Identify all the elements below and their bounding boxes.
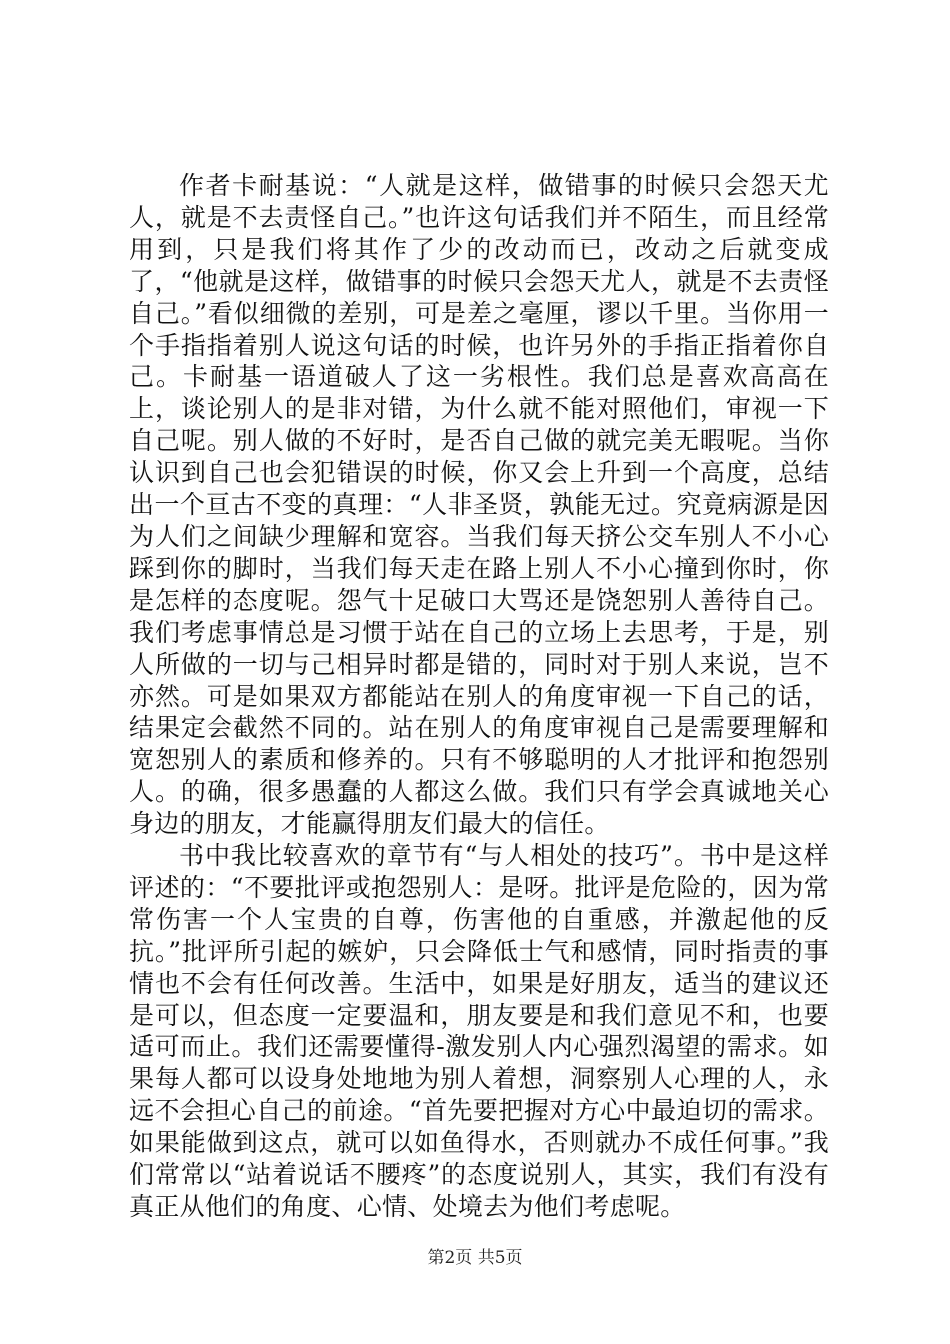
paragraph-2: 书中我比较喜欢的章节有“与人相处的技巧”。书中是这样评述的：“不要批评或抱怨别人：是呀。批评是危险的，因为常常伤害一个人宝贵的自尊，伤害他的自重感，并激起他的反抗。”批评所引起的嫉妒，只会降低士气和感情，同时指责的事情也不会有任何改善。生活中，如果是好朋友，适当的建议还是可以，但态度一定要温和，朋友要是和我们意见不和，也要适可而止。我们还需要懂得-激发别人内心强烈渴望的需求。如果每人都可以设身处地地为别人着想，洞察别人心理的人，永远不会担心自己的前途。“首先要把握对方心中最迫切的需求。如果能做到这点，就可以如鱼得水，否则就办不成任何事。”我们常常以“站着说话不腰疼”的态度说别人，其实，我们有没有真正从他们的角度、心情、处境去为他们考虑呢。 (129, 841, 829, 1221)
document-body (129, 170, 829, 1223)
paragraph-1: 作者卡耐基说：“人就是这样，做错事的时候只会怨天尤人，就是不去责怪自己。”也许这句话我们并不陌生，而且经常用到，只是我们将其作了少的改动而已，改动之后就变成了，“他就是这样，做错事的时候只会怨天尤人，就是不去责怪自己。”看似细微的差别，可是差之毫厘，谬以千里。当你用一个手指指着别人说这句话的时候，也许另外的手指正指着你自己。卡耐基一语道破人了这一劣根性。我们总是喜欢高高在上，谈论别人的是非对错，为什么就不能对照他们，审视一下自己呢。别人做的不好时，是否自己做的就完美无暇呢。当你认识到自己也会犯错误的时候，你又会上升到一个高度，总结出一个亘古不变的真理：“人非圣贤，孰能无过。究竟病源是因为人们之间缺少理解和宽容。当我们每天挤公交车别人不小心踩到你的脚时，当我们每天走在路上别人不小心撞到你时，你是怎样的态度呢。怨气十足破口大骂还是饶恕别人善待自己。我们考虑事情总是习惯于站在自己的立场上去思考，于是，别人所做的一切与己相异时都是错的，同时对于别人来说，岂不亦然。可是如果双方都能站在别人的角度审视一下自己的话，结果定会截然不同的。站在别人的角度审视自己是需要理解和宽恕别人的素质和修养的。只有不够聪明的人才批评和抱怨别人。的确，很多愚蠢的人都这么做。我们只有学会真诚地关心身边的朋友，才能赢得朋友们最大的信任。 (129, 171, 829, 839)
page-number-footer: 第2页 共5页 (427, 1248, 523, 1268)
